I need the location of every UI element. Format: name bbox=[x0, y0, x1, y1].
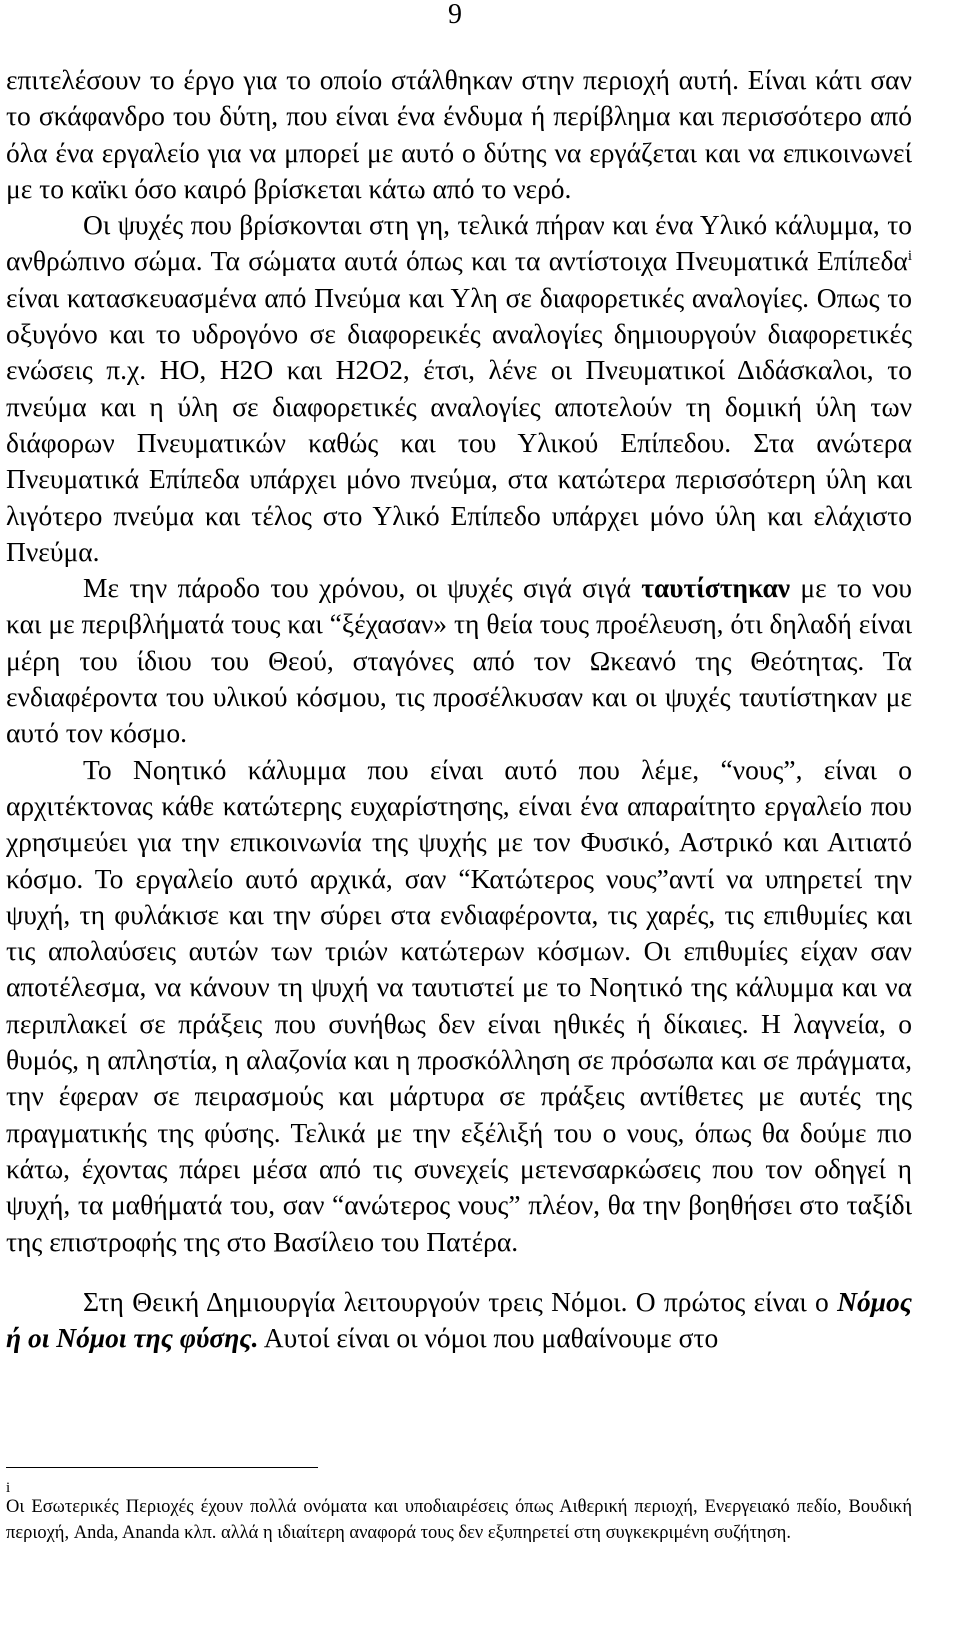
paragraph-5 bbox=[6, 1284, 912, 1357]
paragraph-4: Το Νοητικό κάλυμμα που είναι αυτό που λέμε, “νους”, είναι ο αρχιτέκτονας κάθε κατώτερης ευχαρίστησης, είναι ένα απαραίτητο εργαλείο που χρησιμεύει για την επικοινωνία της ψυχής με τον Φυσικό, Αστρικό και Αιτιατό κόσμο. Το εργαλείο αυτό αρχικά, σαν “Κατώτερος νους”αντί να υπηρετεί την ψυχή, τη φυλάκισε και την σύρει στα ενδιαφέροντα, τις χαρές, τις επιθυμίες και τις απολαύσεις αυτών των τριών κατώτερων κόσμων. Οι επιθυμίες είχαν σαν αποτέλεσμα, να κάνουν τη ψυχή να ταυτιστεί με το Νοητικό της κάλυμμα και να περιπλακεί σε πράξεις που συνήθως δεν είναι ηθικές ή δίκαιες. Η λαγνεία, ο θυμός, η απληστία, η αλαζονία και η προσκόλληση σε πρόσωπα και σε πράγματα, την έφεραν σε πειρασμούς και μάρτυρα σε πράξεις αντίθετες με αυτές της πραγματικής της φύσης. Τελικά με την εξέλιξή του ο νους, όπως θα δούμε πιο κάτω, έχοντας πάρει μέσα από τις συνεχείς μετενσαρκώσεις που τον οδηγεί η ψυχή, τα μαθήματά του, σαν “ανώτερος νους” πλέον, θα την βοηθήσει στο ταξίδι της επιστροφής της στο Βασίλειο του Πατέρα. bbox=[6, 753, 912, 1257]
paragraph-5-text-end: Αυτοί είναι οι νόμοι που μαθαίνουμε στο bbox=[258, 1322, 719, 1354]
paragraph-2-text-end: είναι κατασκευασμένα από Πνεύμα και Υλη σε διαφορετικές αναλογίες. Οπως το οξυγόνο και το υδρογόνο σε διαφορεικές αναλογίες δημιουργούν διαφορετικές ενώσεις π.χ. HO, H2O και H2O2, έτσι, λένε οι Πνευματικοί Διδάσκαλοι, το πνεύμα και η ύλη σε διαφορετικές αναλογίες αποτελούν τη δομική ύλη των διάφορων Πνευματικών καθώς και του Υλικού Επίπεδου. Στα ανώτερα Πνευματικά Επίπεδα υπάρχει μόνο πνεύμα, στα κατώτερα περισσότερη ύλη και λιγότερο πνεύμα και τέλος στο Υλικό Επίπεδο υπάρχει μόνο ύλη και ελάχιστο Πνεύμα. bbox=[6, 281, 912, 567]
footnote-reference[interactable]: i bbox=[907, 248, 912, 265]
paragraph-2-text-start: Οι ψυχές που βρίσκονται στη γη, τελικά πήραν και ένα Υλικό κάλυμμα, το ανθρώπινο σώμα. Τα σώματα αυτά όπως και τα αντίστοιχα Πνευματικά Επίπεδα bbox=[6, 209, 912, 277]
emphasis-bold-italic: Νόμος ή οι Νόμοι της φύσης. bbox=[6, 1285, 912, 1354]
paragraph-3-text-start: Με την πάροδο του χρόνου, οι ψυχές σιγά σιγά bbox=[83, 572, 642, 604]
paragraph-2 bbox=[6, 207, 912, 570]
footnote-text: Οι Εσωτερικές Περιοχές έχουν πολλά ονόματα και υποδιαιρέσεις όπως Αιθερική περιοχή, Ενεργειακό πεδίο, Βουδική περιοχή, Anda, Ananda κλπ. αλλά η ιδιαίτερη αναφορά τους δεν εξυπηρετεί στη συγκεκριμένη συζήτηση. bbox=[6, 1497, 912, 1543]
paragraph-1: επιτελέσουν το έργο για το οποίο στάλθηκαν στην περιοχή αυτή. Είναι κάτι σαν το σκάφανδρο του δύτη, που είναι ένα ένδυμα ή περίβλημα και περισσότερο από όλα ένα εργαλείο για να μπορεί με αυτό ο δύτης να εργάζεται και να επικοινωνεί με το καϊκι όσο καιρό βρίσκεται κάτω από το νερό. bbox=[6, 64, 912, 204]
emphasis-bold: ταυτίστηκαν bbox=[641, 572, 791, 604]
paragraph-3 bbox=[6, 570, 912, 751]
footnote-marker: i bbox=[6, 1480, 11, 1496]
paragraph-3-text-end: με το νου και με περιβλήματά τους και “ξέχασαν» τη θεία τους προέλευση, ότι δηλαδή είναι μέρη του ίδιου του Θεού, σταγόνες από τον Ωκεανό της Θεότητας. Τα ενδιαφέροντα του υλικού κόσμου, τις προσέλκυσαν και οι ψυχές ταυτίστηκαν με αυτό τον κόσμο. bbox=[6, 572, 912, 749]
paragraph-5-text-start: Στη Θεική Δημιουργία λειτουργούν τρεις Νόμοι. Ο πρώτος είναι ο bbox=[83, 1285, 838, 1317]
main-text bbox=[6, 62, 912, 1356]
page-number: 9 bbox=[448, 0, 462, 30]
footnote bbox=[6, 1480, 912, 1546]
footnote-separator bbox=[6, 1467, 318, 1468]
